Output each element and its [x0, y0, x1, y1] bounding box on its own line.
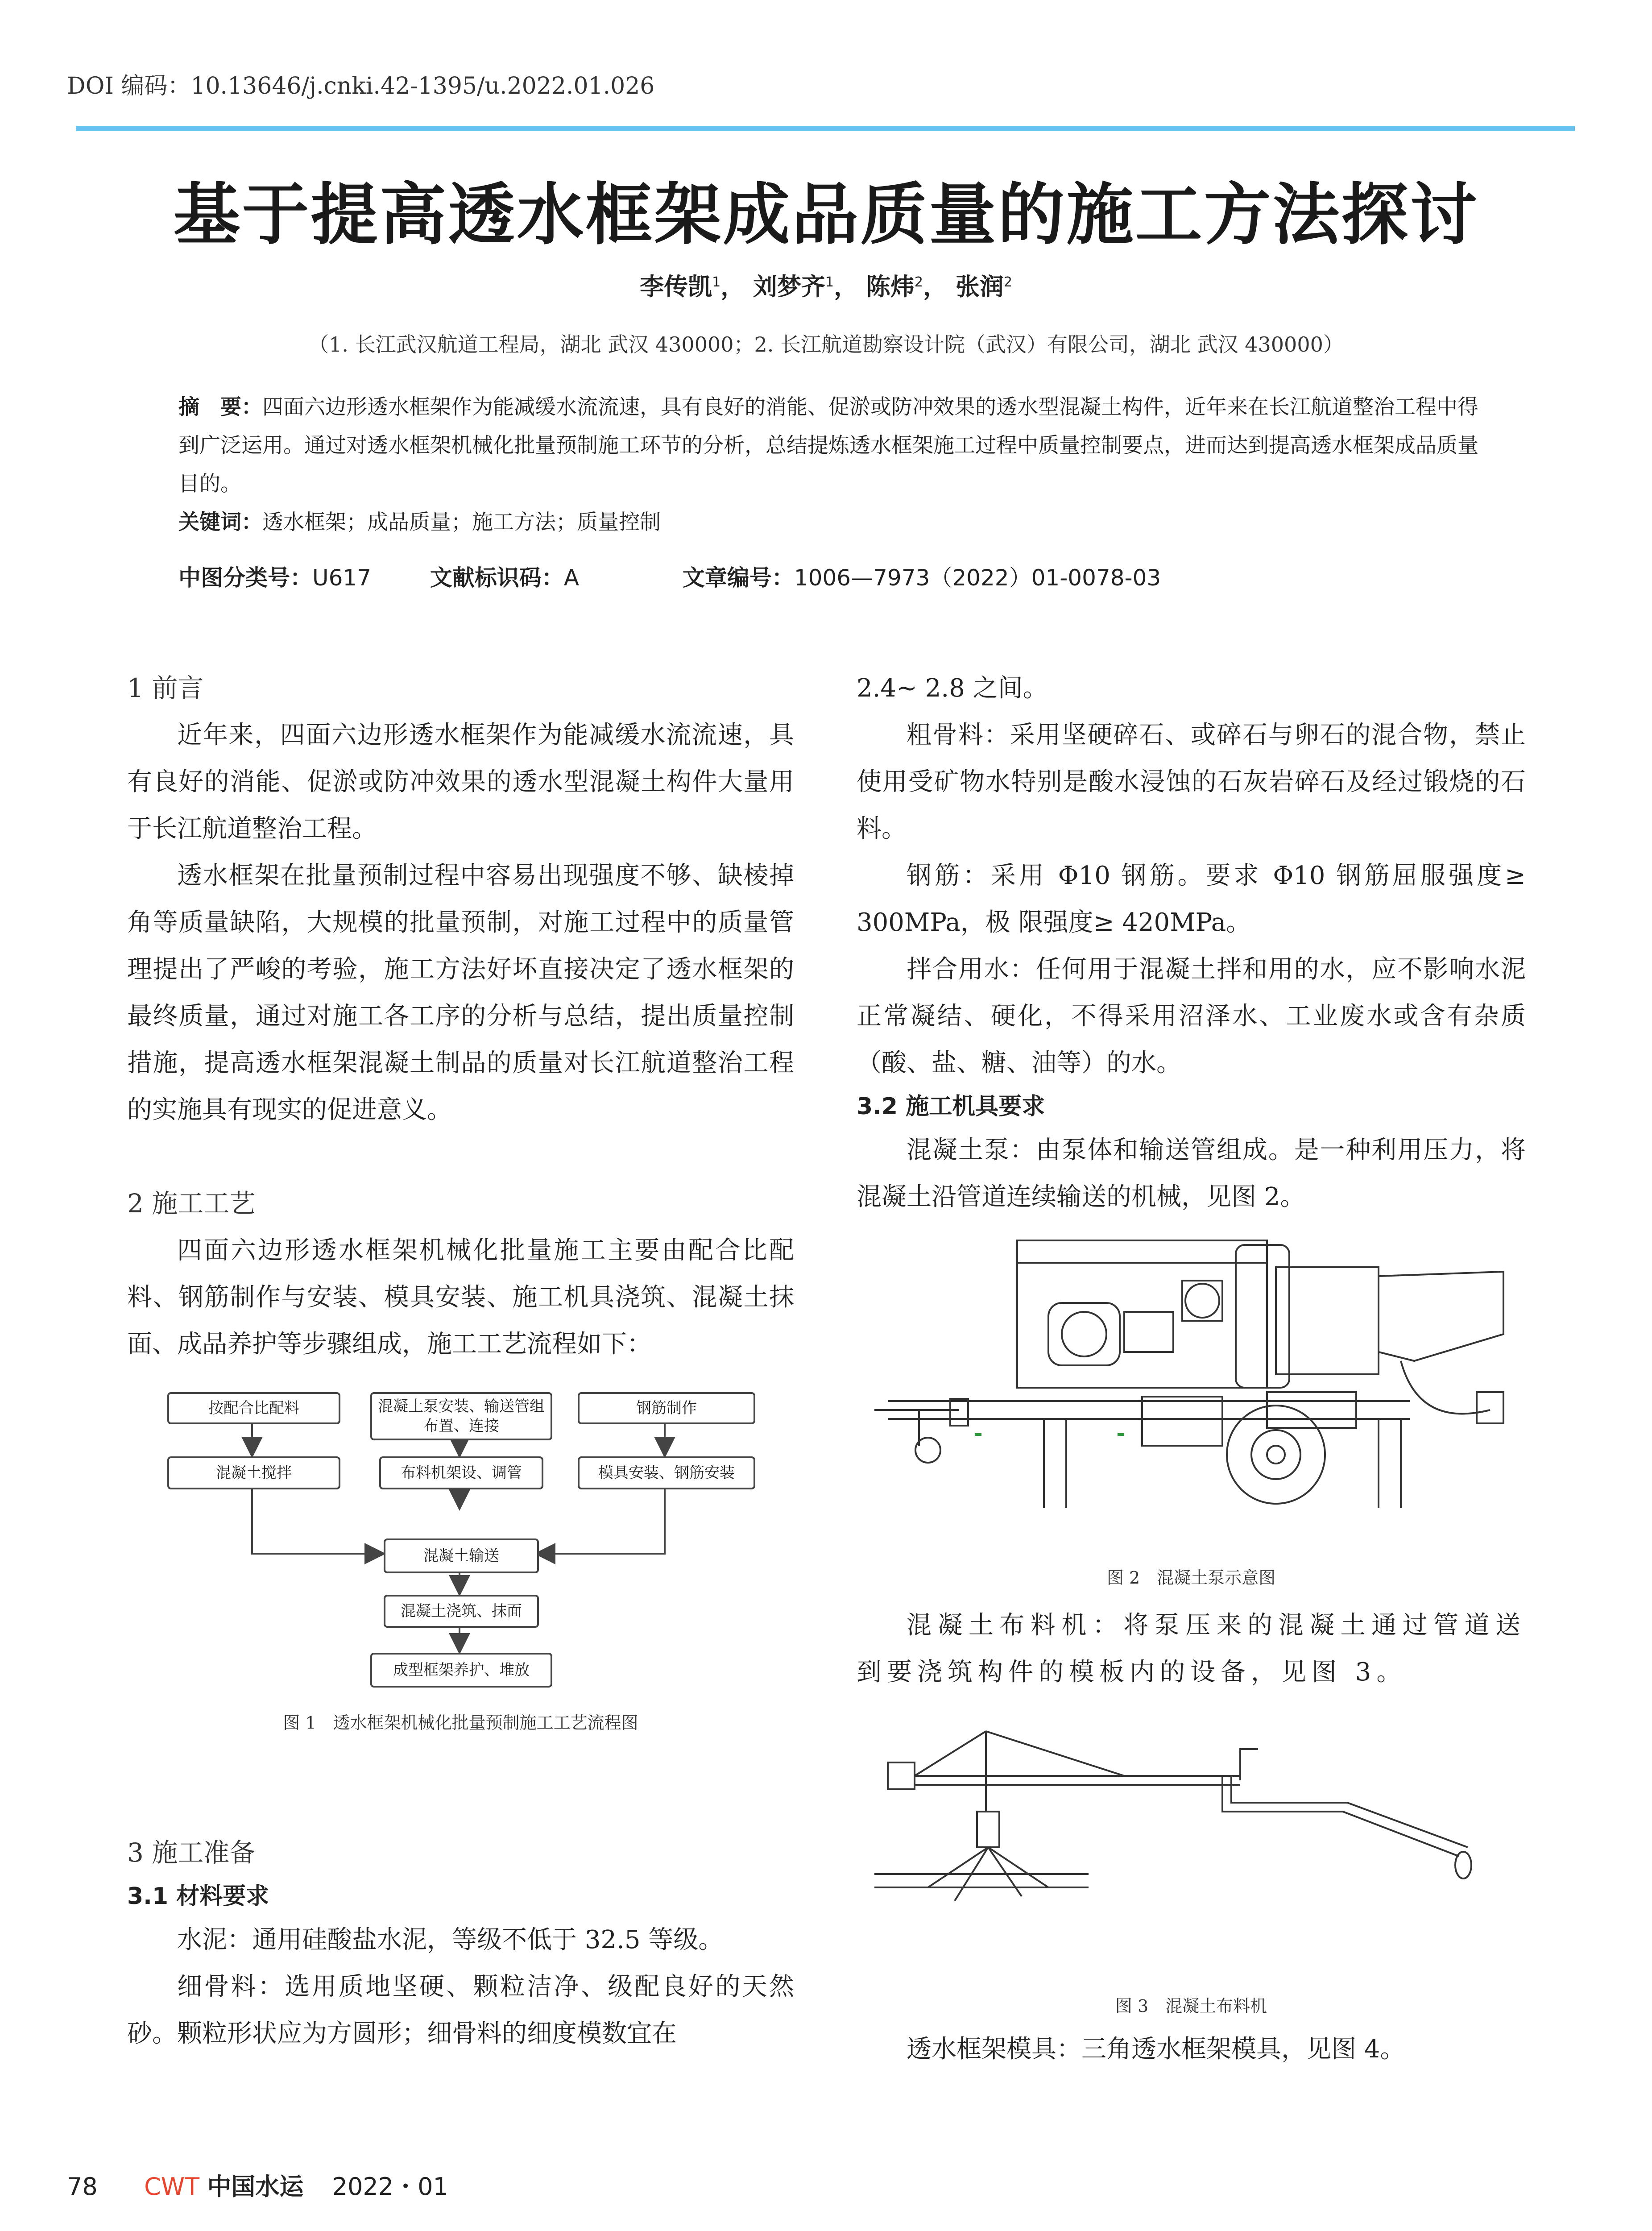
right-column-top — [857, 665, 1526, 1220]
left-column-bottom — [127, 1829, 794, 2057]
page-number: 78 — [67, 2173, 98, 2201]
affiliation: （1. 长江武汉航道工程局，湖北 武汉 430000；2. 长江航道勘察设计院（武汉）有限公司，湖北 武汉 430000） — [308, 332, 1344, 357]
author-name: 刘梦齐 — [753, 273, 825, 301]
journal-name: 中国水运 — [207, 2173, 304, 2201]
left-column-top — [127, 665, 794, 1368]
section-2-heading: 2 施工工艺 — [127, 1188, 256, 1219]
paragraph: 粗骨料：采用坚硬碎石、或碎石与卵石的混合物，禁止使用受矿物水特别是酸水浸蚀的石灰岩碎石及经过锻烧的石料。 — [857, 721, 1526, 843]
figure-2-pump-drawing — [874, 1223, 1517, 1517]
paper-title: 基于提高透水框架成品质量的施工方法探讨 — [173, 175, 1479, 254]
paragraph: 近年来，四面六边形透水框架作为能减缓水流流速，具有良好的消能、促淤或防冲效果的透水型混凝土构件大量用于长江航道整治工程。 — [127, 721, 794, 843]
paragraph: 混凝土布料机：将泵压来的混凝土通过管道送到要浇筑构件的模板内的设备，见图 3。 — [857, 1611, 1526, 1687]
header-rule — [76, 126, 1575, 131]
keywords-text: 透水框架；成品质量；施工方法；质量控制 — [262, 510, 661, 535]
flow-box-pump-install: 混凝土泵安装、输送管组布置、连接 — [370, 1392, 552, 1440]
flow-box-curing: 成型框架养护、堆放 — [370, 1653, 552, 1688]
author-name: 张润 — [955, 273, 1004, 301]
article-number: 1006—7973（2022）01-0078-03 — [794, 565, 1161, 591]
paragraph: 四面六边形透水框架机械化批量施工主要由配合比配料、钢筋制作与安装、模具安装、施工机具浇筑、混凝土抹面、成品养护等步骤组成，施工工艺流程如下： — [127, 1236, 794, 1359]
abstract-label: 摘 要： — [178, 395, 262, 419]
clc-code: U617 — [312, 565, 372, 591]
right-column-bottom — [857, 2026, 1526, 2073]
flow-box-pouring: 混凝土浇筑、抹面 — [384, 1595, 539, 1628]
journal-logo: CWT — [144, 2173, 200, 2201]
section-3-1-heading: 3.1 材料要求 — [127, 1883, 269, 1910]
flow-box-mixing: 混凝土搅拌 — [167, 1456, 340, 1489]
flow-box-conveying: 混凝土输送 — [384, 1538, 539, 1573]
right-column-mid — [857, 1602, 1526, 1696]
paragraph: 透水框架在批量预制过程中容易出现强度不够、缺棱掉角等质量缺陷，大规模的批量预制，对施工过程中的质量管理提出了严峻的考验，施工方法好坏直接决定了透水框架的最终质量，通过对施工各工序的分析与总结，提出质量控制措施，提高透水框架混凝土制品的质量对长江航道整治工程的实施具有现实的促进意义。 — [127, 861, 794, 1124]
issue: 2022・01 — [332, 2173, 448, 2201]
author-name: 李传凯 — [640, 273, 712, 301]
figure-1-caption: 图 1 透水框架机械化批量预制施工工艺流程图 — [283, 1713, 638, 1733]
figure-3-spreader-drawing — [874, 1722, 1517, 1910]
paragraph: 混凝土泵：由泵体和输送管组成。是一种利用压力，将混凝土沿管道连续输送的机械，见图 2。 — [857, 1136, 1526, 1211]
figure-3-caption: 图 3 混凝土布料机 — [1115, 1996, 1267, 2016]
paragraph: 水泥：通用硅酸盐水泥，等级不低于 32.5 等级。 — [177, 1925, 724, 1954]
doi-line: DOI 编码：10.13646/j.cnki.42-1395/u.2022.01.026 — [67, 73, 655, 100]
author-name: 陈炜 — [866, 273, 915, 301]
flow-box-rebar-making: 钢筋制作 — [578, 1392, 755, 1424]
abstract-block — [178, 388, 1486, 542]
section-3-2-heading: 3.2 施工机具要求 — [857, 1093, 1045, 1120]
paragraph: 拌合用水：任何用于混凝土拌和用的水，应不影响水泥正常凝结、硬化，不得采用沼泽水、工业废水或含有杂质（酸、盐、糖、油等）的水。 — [857, 955, 1526, 1078]
doc-code: A — [563, 565, 580, 591]
keywords-label: 关键词： — [178, 510, 262, 535]
figure-1-flowchart — [127, 1383, 794, 1749]
paragraph: 透水框架模具：三角透水框架模具，见图 4。 — [907, 2035, 1405, 2064]
paragraph-continued: 2.4~ 2.8 之间。 — [857, 674, 1048, 703]
page-footer — [67, 2168, 448, 2202]
classification-line: 中图分类号：U617 文献标识码：A 文章编号：1006—7973（2022）01-0078-03 — [178, 565, 1161, 591]
paragraph: 钢筋：采用 Φ10 钢筋。要求 Φ10 钢筋屈服强度≥ 300MPa，极 限强度≥ 420MPa。 — [857, 861, 1526, 937]
abstract-text: 四面六边形透水框架作为能减缓水流流速，具有良好的消能、促淤或防冲效果的透水型混凝土构件，近年来在长江航道整治工程中得到广泛运用。通过对透水框架机械化批量预制施工环节的分析，总结提炼透水框架施工过程中质量控制要点，进而达到提高透水框架成品质量目的。 — [178, 395, 1478, 496]
section-3-heading: 3 施工准备 — [127, 1837, 256, 1868]
section-1-heading: 1 前言 — [127, 673, 204, 703]
paragraph: 细骨料：选用质地坚硬、颗粒洁净、级配良好的天然砂。颗粒形状应为方圆形；细骨料的细度模数宜在 — [127, 1972, 794, 2048]
flow-box-mold-install: 模具安装、钢筋安装 — [578, 1456, 755, 1489]
flow-box-proportioning: 按配合比配料 — [167, 1392, 340, 1424]
author-list: 李传凯$^1$， 刘梦齐$^1$， 陈炜$^2$， 张润$^2$ — [640, 273, 1012, 301]
figure-2-caption: 图 2 混凝土泵示意图 — [1106, 1568, 1276, 1588]
flow-box-spreader-setup: 布料机架设、调管 — [379, 1456, 543, 1489]
